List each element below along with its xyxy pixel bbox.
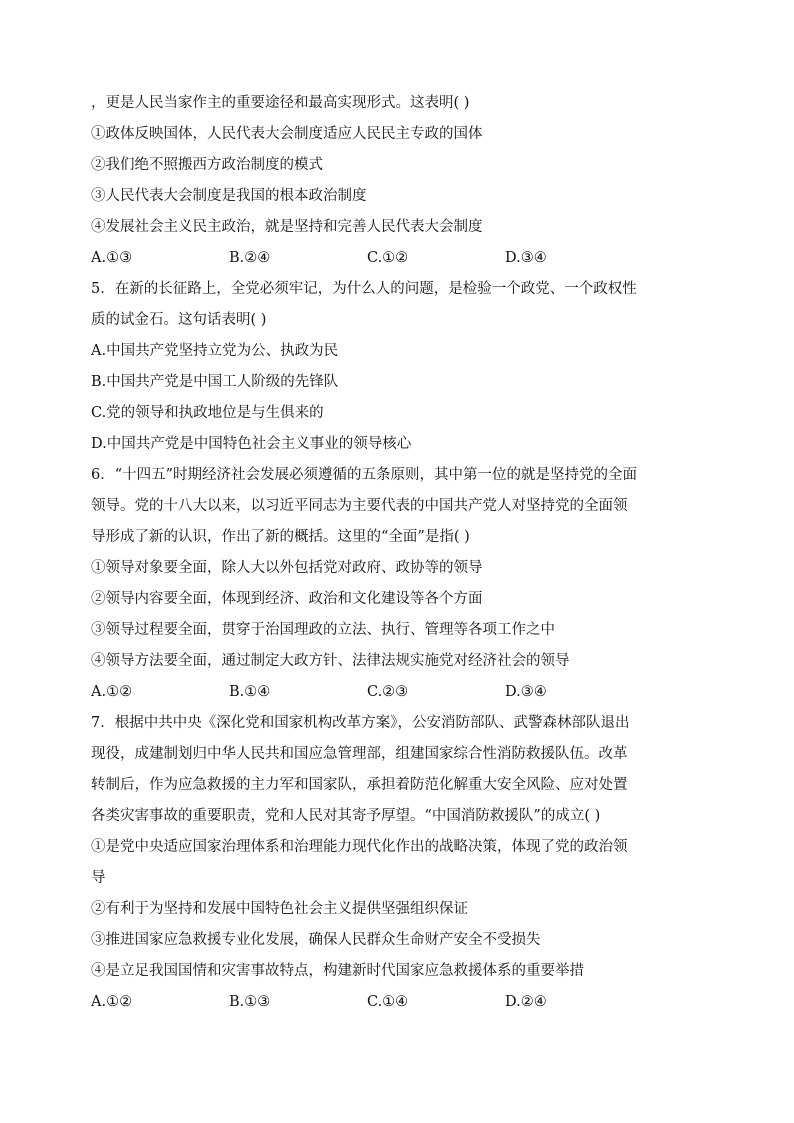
q7-statement-3: ③推进国家应急救援专业化发展，确保人民群众生命财产安全不受损失 <box>91 932 541 948</box>
q7-statement-1: ①是党中央适应国家治理体系和治理能力现代化作出的战略决策，体现了党的政治领 <box>91 839 628 855</box>
q4-statement-4: ④发展社会主义民主政治，就是坚持和完善人民代表大会制度 <box>91 219 483 235</box>
q5-option-a: A.中国共产党坚持立党为公、执政为民 <box>91 343 339 359</box>
q4-option-a: A.①③ <box>91 250 133 266</box>
q7-statement-2: ②有利于为坚持和发展中国特色社会主义提供坚强组织保证 <box>91 901 468 917</box>
q7-option-d: D.②④ <box>505 994 547 1010</box>
q4-stem-tail: ，更是人民当家作主的重要途径和最高实现形式。这表明( ) <box>91 95 470 111</box>
q6-option-b: B.①④ <box>229 684 271 700</box>
q6-stem-line-1: 6．“十四五”时期经济社会发展必须遵循的五条原则，其中第一位的就是坚持党的全面 <box>91 467 638 483</box>
q6-option-d: D.③④ <box>505 684 547 700</box>
q6-statement-1: ①领导对象要全面，除人大以外包括党对政府、政协等的领导 <box>91 560 483 576</box>
q7-stem-line-3: 转制后，作为应急救援的主力军和国家队，承担着防范化解重大安全风险、应对处置 <box>91 777 628 793</box>
q4-statement-3: ③人民代表大会制度是我国的根本政治制度 <box>91 188 367 204</box>
q4-option-b: B.②④ <box>229 250 271 266</box>
q5-option-c: C.党的领导和执政地位是与生俱来的 <box>91 405 324 421</box>
q4-option-d: D.③④ <box>505 250 547 266</box>
q6-statement-4: ④领导方法要全面，通过制定大政方针、法律法规实施党对经济社会的领导 <box>91 653 570 669</box>
q5-option-b: B.中国共产党是中国工人阶级的先锋队 <box>91 374 339 390</box>
q5-stem-line-1: 5．在新的长征路上，全党必须牢记，为什么人的问题，是检验一个政党、一个政权性 <box>91 281 637 297</box>
q5-stem-line-2: 质的试金石。这句话表明( ) <box>91 312 267 328</box>
q6-option-a: A.①② <box>91 684 133 700</box>
q7-options <box>91 987 711 1018</box>
q7-stem-line-4: 各类灾害事故的重要职责，党和人民对其寄予厚望。“中国消防救援队”的成立( ) <box>91 808 601 824</box>
q6-stem-line-2: 领导。党的十八大以来，以习近平同志为主要代表的中国共产党人对坚持党的全面领 <box>91 498 628 514</box>
q7-statement-4: ④是立足我国国情和灾害事故特点，构建新时代国家应急救援体系的重要举措 <box>91 963 584 979</box>
q7-option-b: B.①③ <box>229 994 271 1010</box>
q6-option-c: C.②③ <box>367 684 409 700</box>
q4-statement-1: ①政体反映国体，人民代表大会制度适应人民民主专政的国体 <box>91 126 483 142</box>
q6-statement-3: ③领导过程要全面，贯穿于治国理政的立法、执行、管理等各项工作之中 <box>91 622 555 638</box>
q7-option-a: A.①② <box>91 994 133 1010</box>
q4-options <box>91 243 711 274</box>
q4-option-c: C.①② <box>367 250 409 266</box>
q7-option-c: C.①④ <box>367 994 409 1010</box>
q7-statement-1-continued: 导 <box>91 870 106 886</box>
q7-stem-line-2: 现役，成建制划归中华人民共和国应急管理部，组建国家综合性消防救援队伍。改革 <box>91 746 628 762</box>
page-content <box>91 88 711 1018</box>
q6-options <box>91 677 711 708</box>
q6-statement-2: ②领导内容要全面，体现到经济、政治和文化建设等各个方面 <box>91 591 483 607</box>
q7-stem-line-1: 7．根据中共中央《深化党和国家机构改革方案》，公安消防部队、武警森林部队退出 <box>91 715 630 731</box>
q6-stem-line-3: 导形成了新的认识，作出了新的概括。这里的“全面”是指( ) <box>91 529 470 545</box>
q5-option-d: D.中国共产党是中国特色社会主义事业的领导核心 <box>91 436 412 452</box>
q4-statement-2: ②我们绝不照搬西方政治制度的模式 <box>91 157 323 173</box>
